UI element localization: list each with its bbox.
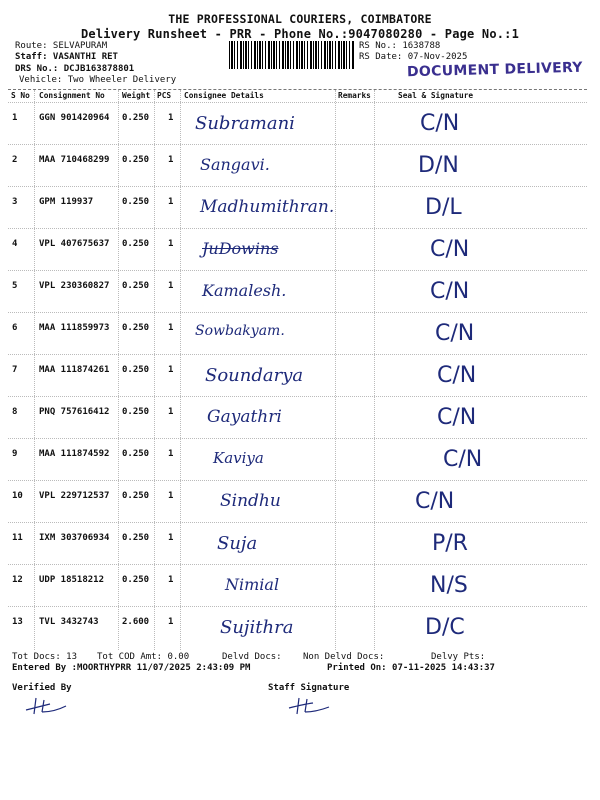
verified-by-signature [22,694,70,718]
consignee-handwritten-name: Kamalesh. [202,281,287,300]
staff-signature-label: Staff Signature [268,683,350,693]
runsheet-table [8,89,587,650]
seal-signature-mark: P/R [432,531,468,556]
seal-signature-mark: C/N [430,279,470,304]
col-pcs: PCS [157,91,172,100]
consignee-handwritten-name: Subramani [195,113,295,134]
row-consignment-no: MAA 111874261 [39,365,110,375]
rs-number: RS No.: 1638788 [359,41,441,51]
row-sno: 9 [12,449,18,459]
table-row [8,354,587,397]
row-consignment-no: VPL 229712537 [39,491,110,501]
row-pcs: 1 [168,533,174,543]
table-row [8,396,587,439]
verified-by-label: Verified By [12,683,72,693]
staff-signature-scribble [285,694,333,718]
staff: Staff: VASANTHI RET [15,52,118,62]
col-consignee: Consignee Details [184,91,264,100]
row-weight: 0.250 [122,407,150,417]
table-row [8,228,587,271]
consignee-handwritten-name: Sangavi. [200,155,270,174]
col-consignment: Consignment No [39,91,105,100]
rs-date: RS Date: 07-Nov-2025 [359,52,468,62]
seal-signature-mark: D/L [425,195,462,220]
row-sno: 6 [12,323,18,333]
consignee-handwritten-name: Suja [217,533,258,554]
consignee-handwritten-name: Sujithra [220,617,294,638]
row-weight: 0.250 [122,281,150,291]
row-weight: 0.250 [122,113,150,123]
row-weight: 0.250 [122,575,150,585]
row-sno: 2 [12,155,18,165]
seal-signature-mark: C/N [437,363,477,388]
row-pcs: 1 [168,365,174,375]
tot-docs: Tot Docs: 13 [12,652,78,662]
row-pcs: 1 [168,491,174,501]
delvd-docs: Delvd Docs: [222,652,282,662]
row-pcs: 1 [168,617,174,627]
table-row [8,564,587,607]
row-consignment-no: GGN 901420964 [39,113,110,123]
table-row [8,522,587,565]
row-weight: 0.250 [122,491,150,501]
seal-signature-mark: D/N [418,153,459,178]
row-weight: 0.250 [122,155,150,165]
col-sno: S No [11,91,30,100]
row-sno: 11 [12,533,23,543]
printed-on: Printed On: 07-11-2025 14:43:37 [327,663,495,673]
table-row [8,438,587,481]
tot-cod-amt: Tot COD Amt: 0.00 [97,652,190,662]
seal-signature-mark: C/N [437,405,477,430]
row-consignment-no: VPL 407675637 [39,239,110,249]
row-sno: 13 [12,617,23,627]
row-consignment-no: MAA 111874592 [39,449,110,459]
row-sno: 8 [12,407,18,417]
barcode [229,41,355,69]
table-row [8,606,587,649]
row-pcs: 1 [168,449,174,459]
col-remarks: Remarks [338,91,371,100]
consignee-handwritten-name: Madhumithran. [200,197,335,217]
row-consignment-no: TVL 3432743 [39,617,99,627]
table-row [8,270,587,313]
company-title: THE PROFESSIONAL COURIERS, COIMBATORE [168,12,432,26]
delvy-pts: Delvy Pts: [431,652,486,662]
row-sno: 3 [12,197,18,207]
document-delivery-stamp: DOCUMENT DELIVERY [406,59,583,81]
row-consignment-no: MAA 710468299 [39,155,110,165]
consignee-handwritten-name: Soundarya [205,365,304,386]
seal-signature-mark: D/C [425,615,465,640]
row-consignment-no: UDP 18518212 [39,575,105,585]
vehicle: Vehicle: Two Wheeler Delivery [19,75,177,85]
row-consignment-no: GPM 119937 [39,197,94,207]
row-weight: 0.250 [122,365,150,375]
route: Route: SELVAPURAM [15,41,108,51]
row-weight: 2.600 [122,617,150,627]
entered-by: Entered By :MOORTHYPRR 11/07/2025 2:43:09 PM [12,663,251,673]
row-sno: 10 [12,491,23,501]
row-consignment-no: IXM 303706934 [39,533,110,543]
consignee-handwritten-name: Sowbakyam. [195,323,285,339]
row-weight: 0.250 [122,197,150,207]
row-weight: 0.250 [122,449,150,459]
row-sno: 7 [12,365,18,375]
row-sno: 5 [12,281,18,291]
col-weight: Weight [122,91,151,100]
row-pcs: 1 [168,197,174,207]
row-consignment-no: VPL 230360827 [39,281,110,291]
consignee-handwritten-name: JuDowins [202,239,279,258]
row-weight: 0.250 [122,533,150,543]
row-pcs: 1 [168,575,174,585]
seal-signature-mark: C/N [430,237,470,262]
table-row [8,312,587,355]
row-weight: 0.250 [122,323,150,333]
consignee-handwritten-name: Sindhu [220,491,281,511]
row-pcs: 1 [168,281,174,291]
row-pcs: 1 [168,407,174,417]
row-pcs: 1 [168,323,174,333]
table-row [8,480,587,523]
row-pcs: 1 [168,155,174,165]
consignee-handwritten-name: Nimial [225,575,280,594]
row-sno: 4 [12,239,18,249]
row-weight: 0.250 [122,239,150,249]
row-consignment-no: MAA 111859973 [39,323,110,333]
consignee-handwritten-name: Gayathri [207,407,282,427]
seal-signature-mark: C/N [443,447,483,472]
seal-signature-mark: C/N [420,111,460,136]
col-seal: Seal & Signature [398,91,474,100]
runsheet-subtitle: Delivery Runsheet - PRR - Phone No.:9047080280 - Page No.:1 [80,27,520,41]
consignee-handwritten-name: Kaviya [213,449,264,467]
row-pcs: 1 [168,239,174,249]
table-row [8,102,587,145]
seal-signature-mark: C/N [435,321,475,346]
seal-signature-mark: N/S [430,573,468,598]
row-pcs: 1 [168,113,174,123]
row-consignment-no: PNQ 757616412 [39,407,110,417]
drs-number: DRS No.: DCJB163878801 [15,64,135,74]
row-sno: 1 [12,113,18,123]
table-row [8,144,587,187]
non-delvd-docs: Non Delvd Docs: [303,652,385,662]
row-sno: 12 [12,575,23,585]
seal-signature-mark: C/N [415,489,455,514]
table-row [8,186,587,229]
